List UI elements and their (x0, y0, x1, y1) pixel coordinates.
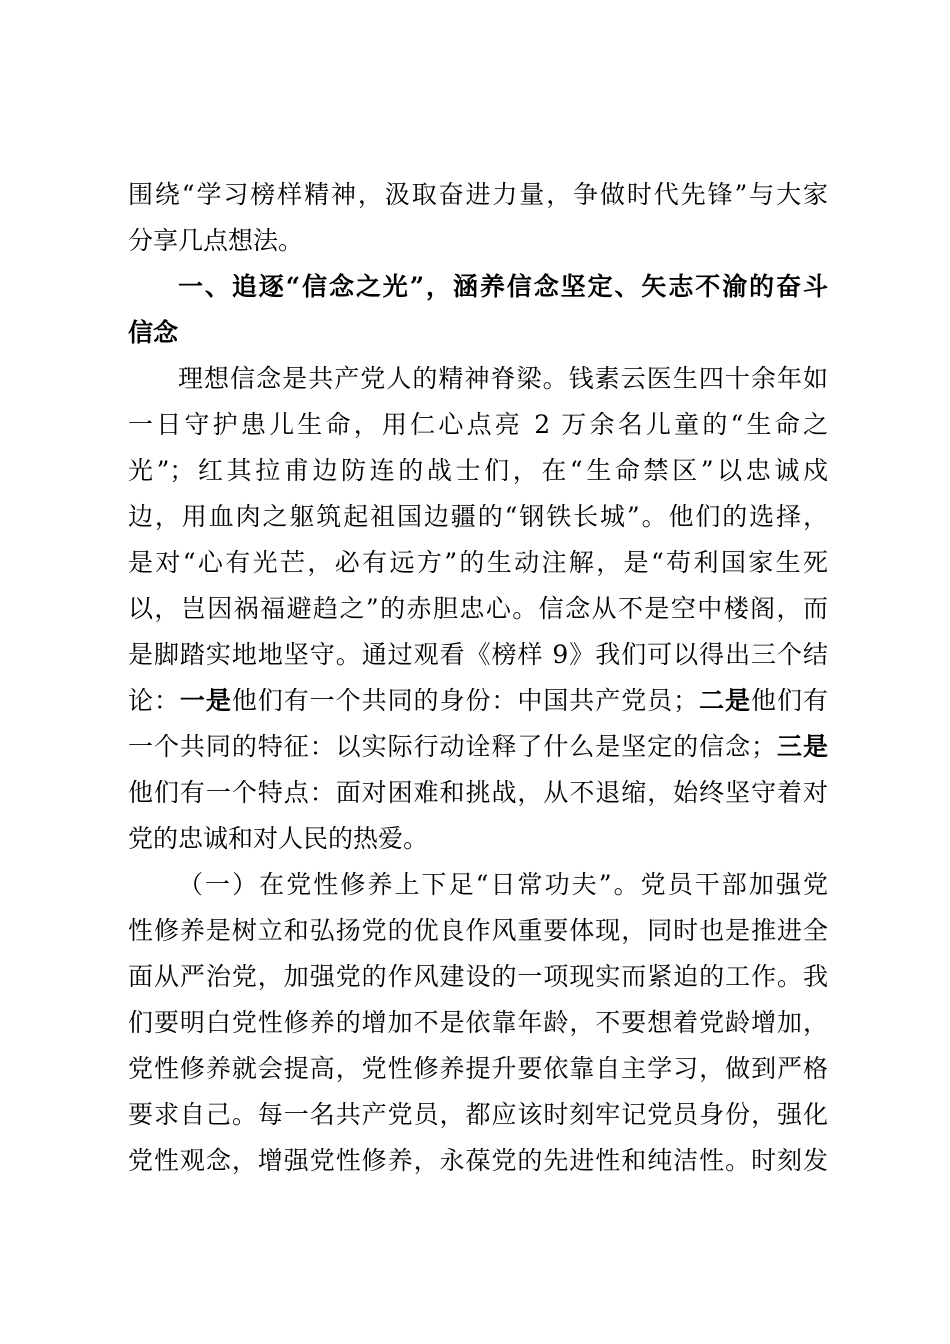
marker-third: 三是 (776, 732, 828, 761)
paragraph-line: 面从严治党，加强党的作风建设的一项现实而紧迫的工作。我 (128, 962, 828, 991)
section-heading: 一、追逐“信念之光”，涵养信念坚定、矢志不渝的奋斗 (178, 272, 828, 301)
paragraph-line: 是脚踏实地地坚守。通过观看《榜样 9》我们可以得出三个结 (128, 640, 828, 669)
paragraph-line (128, 732, 828, 762)
paragraph-line: 党性修养就会提高，党性修养提升要依靠自主学习，做到严格 (128, 1054, 828, 1083)
intro-line: 围绕“学习榜样精神，汲取奋进力量，争做时代先锋”与大家 (128, 180, 828, 209)
marker-first: 一是 (179, 686, 232, 715)
paragraph-line: 光”；红其拉甫边防连的战士们，在“生命禁区”以忠诚戍 (128, 456, 828, 485)
marker-second: 二是 (698, 686, 752, 715)
paragraph-line: 党性观念，增强党性修养，永葆党的先进性和纯洁性。时刻发 (128, 1146, 828, 1175)
line-text: 论： (128, 686, 180, 715)
paragraph-line: 以，岂因祸福避趋之”的赤胆忠心。信念从不是空中楼阁，而 (128, 594, 828, 623)
paragraph-line: 他们有一个特点：面对困难和挑战，从不退缩，始终坚守着对 (128, 778, 828, 807)
line-text: 他们有 (751, 686, 828, 715)
paragraph-line: 边，用血肉之躯筑起祖国边疆的“钢铁长城”。他们的选择， (128, 502, 828, 531)
intro-line: 分享几点想法。 (128, 226, 304, 255)
line-text: 一个共同的特征：以实际行动诠释了什么是坚定的信念； (128, 732, 777, 761)
paragraph-line: 党的忠诚和对人民的热爱。 (128, 824, 429, 853)
section-heading: 信念 (128, 318, 179, 347)
paragraph-line: 性修养是树立和弘扬党的优良作风重要体现，同时也是推进全 (128, 916, 828, 945)
paragraph-line (128, 686, 828, 716)
line-text: 他们有一个共同的身份：中国共产党员； (231, 686, 699, 715)
paragraph-line: 理想信念是共产党人的精神脊梁。钱素云医生四十余年如 (178, 364, 828, 393)
paragraph-line: 是对“心有光芒，必有远方”的生动注解，是“苟利国家生死 (128, 548, 828, 577)
paragraph-line: （一）在党性修养上下足“日常功夫”。党员干部加强党 (178, 870, 828, 899)
paragraph-line: 要求自己。每一名共产党员，都应该时刻牢记党员身份，强化 (128, 1100, 828, 1129)
paragraph-line: 一日守护患儿生命，用仁心点亮 2 万余名儿童的“生命之 (128, 410, 828, 439)
paragraph-line: 们要明白党性修养的增加不是依靠年龄，不要想着党龄增加， (128, 1008, 828, 1037)
